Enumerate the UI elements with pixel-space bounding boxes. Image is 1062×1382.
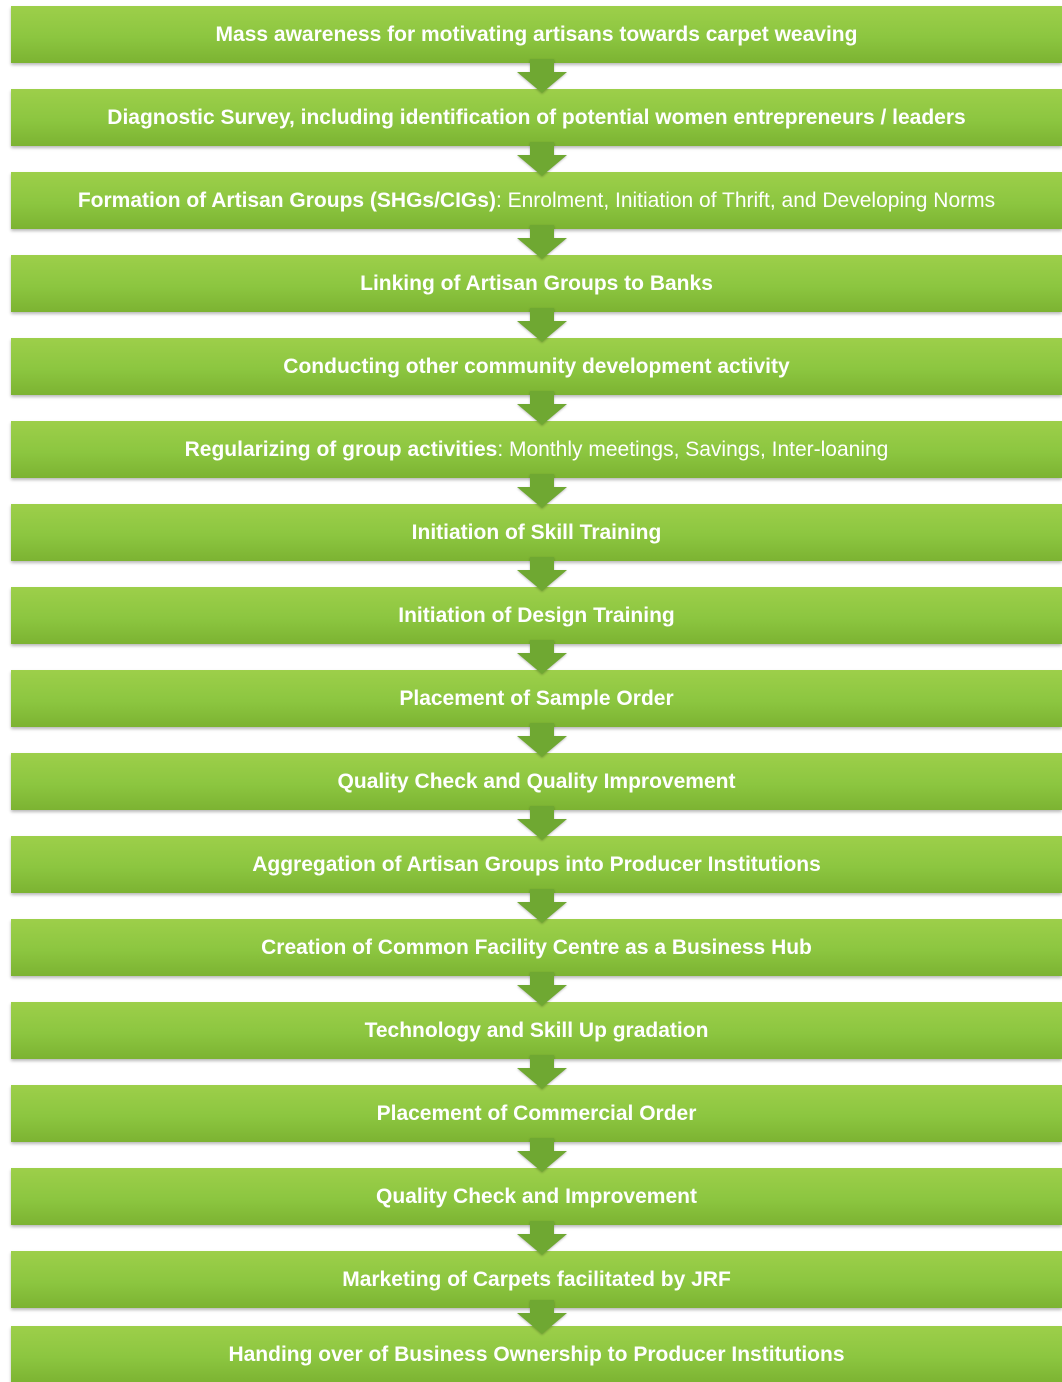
flow-step-label bbox=[360, 270, 713, 297]
flow-step-14 bbox=[11, 1085, 1062, 1142]
flow-step-label bbox=[185, 436, 889, 463]
flow-step-label bbox=[376, 1183, 697, 1210]
down-arrow-icon bbox=[517, 889, 567, 923]
flow-step-label bbox=[252, 851, 821, 878]
flow-step-9 bbox=[11, 670, 1062, 727]
flow-step-label bbox=[377, 1100, 697, 1127]
flow-step-title: Diagnostic Survey, including identification of potential women entrepreneurs / leaders bbox=[107, 106, 966, 129]
flow-step-label bbox=[365, 1017, 709, 1044]
flow-step-label bbox=[412, 519, 662, 546]
flow-step-label bbox=[216, 21, 858, 48]
flow-step-label bbox=[107, 104, 965, 131]
flow-step-title: Creation of Common Facility Centre as a Business Hub bbox=[261, 936, 812, 959]
flow-step-title: Mass awareness for motivating artisans towards carpet weaving bbox=[215, 23, 858, 46]
flow-step-title: Aggregation of Artisan Groups into Producer Institutions bbox=[252, 853, 821, 876]
down-arrow-icon bbox=[517, 59, 567, 93]
flow-step-13 bbox=[11, 1002, 1062, 1059]
down-arrow-icon bbox=[517, 1055, 567, 1089]
down-arrow-icon bbox=[517, 225, 567, 259]
flow-step-11 bbox=[11, 836, 1062, 893]
down-arrow-icon bbox=[517, 1138, 567, 1172]
flow-step-title: Placement of Sample Order bbox=[399, 687, 674, 710]
flow-step-title: Placement of Commercial Order bbox=[376, 1102, 697, 1125]
flow-step-10 bbox=[11, 753, 1062, 810]
flow-step-title: Quality Check and Quality Improvement bbox=[337, 770, 736, 793]
flow-step-label bbox=[398, 602, 675, 629]
down-arrow-icon bbox=[517, 557, 567, 591]
flow-step-6 bbox=[11, 421, 1062, 478]
down-arrow-icon bbox=[517, 723, 567, 757]
flow-step-title: Regularizing of group activities bbox=[184, 438, 498, 461]
flow-step-title: Quality Check and Improvement bbox=[376, 1185, 697, 1208]
flow-step-label bbox=[228, 1341, 844, 1368]
flow-step-detail: : Monthly meetings, Savings, Inter-loaning bbox=[497, 438, 889, 461]
down-arrow-icon bbox=[517, 972, 567, 1006]
flow-step-label bbox=[283, 353, 789, 380]
flow-step-8 bbox=[11, 587, 1062, 644]
down-arrow-icon bbox=[517, 142, 567, 176]
flow-step-1 bbox=[11, 6, 1062, 63]
flow-step-label bbox=[261, 934, 812, 961]
flow-step-15 bbox=[11, 1168, 1062, 1225]
down-arrow-icon bbox=[517, 308, 567, 342]
down-arrow-icon bbox=[517, 474, 567, 508]
flow-step-title: Technology and Skill Up gradation bbox=[364, 1019, 709, 1042]
down-arrow-icon bbox=[517, 640, 567, 674]
flow-step-7 bbox=[11, 504, 1062, 561]
down-arrow-icon bbox=[517, 1221, 567, 1255]
flow-step-label bbox=[338, 768, 736, 795]
flow-step-17 bbox=[11, 1326, 1062, 1382]
flow-step-label bbox=[399, 685, 673, 712]
flow-step-title: Linking of Artisan Groups to Banks bbox=[360, 272, 713, 295]
flow-step-title: Marketing of Carpets facilitated by JRF bbox=[342, 1268, 731, 1291]
flow-step-label bbox=[342, 1266, 731, 1293]
flow-step-2 bbox=[11, 89, 1062, 146]
flow-step-title: Handing over of Business Ownership to Producer Institutions bbox=[228, 1343, 845, 1366]
flow-step-detail: : Enrolment, Initiation of Thrift, and Developing Norms bbox=[495, 189, 996, 212]
down-arrow-icon bbox=[517, 1300, 567, 1334]
flow-step-title: Conducting other community development activity bbox=[283, 355, 790, 378]
flow-step-4 bbox=[11, 255, 1062, 312]
down-arrow-icon bbox=[517, 806, 567, 840]
flow-step-label bbox=[78, 187, 995, 214]
flow-step-title: Formation of Artisan Groups (SHGs/CIGs) bbox=[77, 189, 496, 212]
flow-step-title: Initiation of Skill Training bbox=[411, 521, 662, 544]
down-arrow-icon bbox=[517, 391, 567, 425]
flow-step-title: Initiation of Design Training bbox=[398, 604, 675, 627]
flow-step-12 bbox=[11, 919, 1062, 976]
flow-step-3 bbox=[11, 172, 1062, 229]
flow-step-5 bbox=[11, 338, 1062, 395]
